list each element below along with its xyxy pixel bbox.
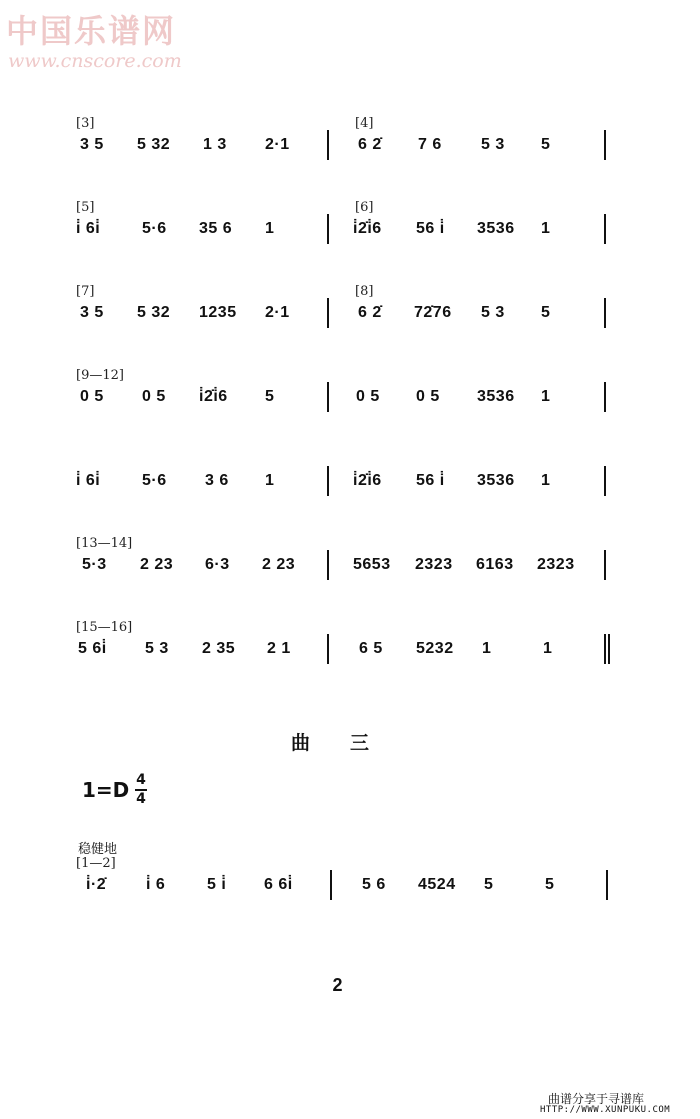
note-group: 6163: [476, 556, 514, 573]
note-group: 3 6: [205, 472, 229, 489]
note-group: 5 3: [481, 136, 505, 153]
note-group: i̇·2̇: [86, 876, 107, 893]
note-group: i̇2̇i̇6: [353, 220, 382, 237]
note-group: 0 5: [416, 388, 440, 405]
measure-label: [8]: [355, 284, 374, 299]
note-group: 5: [541, 136, 551, 153]
note-group: 1: [265, 472, 275, 489]
note-group: 5 3: [145, 640, 169, 657]
key-signature: 1=D: [82, 778, 130, 802]
measure-label: [4]: [355, 116, 374, 131]
note-group: 5 i̇: [207, 876, 227, 893]
note-group: 5 32: [137, 136, 171, 153]
note-group: 3536: [477, 220, 515, 237]
measure-label: [15—16]: [76, 620, 133, 635]
measure-label: [13—14]: [76, 536, 133, 551]
score-line: [0, 620, 700, 672]
score-line: [0, 116, 700, 168]
measure-label: [5]: [76, 200, 95, 215]
barline: [604, 130, 606, 160]
measure-label: [3]: [76, 116, 95, 131]
score-line: [0, 284, 700, 336]
note-group: 5: [545, 876, 555, 893]
barline: [606, 870, 608, 900]
final-barline: [604, 634, 610, 664]
note-group: 1: [482, 640, 492, 657]
note-group: 6 5: [359, 640, 383, 657]
page-number: 2: [332, 975, 343, 995]
note-group: i̇ 6i̇: [76, 472, 101, 489]
score-line: [0, 856, 700, 908]
note-group: 1235: [199, 304, 237, 321]
note-group: 2323: [415, 556, 453, 573]
note-group: 2323: [537, 556, 575, 573]
footer-share-text: 曲谱分享于寻谱库: [548, 1092, 645, 1106]
barline: [327, 130, 329, 160]
note-group: 56 i̇: [416, 220, 445, 237]
barline: [604, 466, 606, 496]
note-group: 72̇76: [414, 304, 452, 321]
barline: [327, 382, 329, 412]
note-group: 1: [265, 220, 275, 237]
barline: [327, 550, 329, 580]
measure-label: [9—12]: [76, 368, 124, 383]
measure-label: [1—2]: [76, 856, 116, 871]
note-group: 3536: [477, 472, 515, 489]
note-group: 2 23: [140, 556, 174, 573]
note-group: 0 5: [142, 388, 166, 405]
note-group: 1: [541, 220, 551, 237]
score-line: [0, 368, 700, 420]
note-group: i̇ 6: [146, 876, 166, 893]
time-signature: [133, 772, 149, 808]
barline: [327, 214, 329, 244]
note-group: 5 6: [362, 876, 386, 893]
time-signature-bottom: 4: [136, 791, 146, 807]
section-title: 曲三: [290, 732, 409, 754]
note-group: 6 2̇: [358, 304, 382, 321]
measure-label: [6]: [355, 200, 374, 215]
score-line: [0, 200, 700, 252]
note-group: 5·3: [82, 556, 107, 573]
note-group: 1 3: [203, 136, 227, 153]
footer-url: HTTP://WWW.XUNPUKU.COM: [540, 1105, 671, 1115]
barline: [330, 870, 332, 900]
note-group: 0 5: [356, 388, 380, 405]
note-group: 5·6: [142, 220, 167, 237]
note-group: 2 1: [267, 640, 291, 657]
note-group: 4524: [418, 876, 456, 893]
watermark-logo: 中国乐谱网: [6, 12, 177, 50]
watermark-url: www.cnscore.com: [8, 50, 182, 72]
note-group: 1: [541, 388, 551, 405]
note-group: 5: [484, 876, 494, 893]
note-group: 5653: [353, 556, 391, 573]
note-group: 2 23: [262, 556, 296, 573]
barline: [327, 466, 329, 496]
note-group: 6 2̇: [358, 136, 382, 153]
score-line: [0, 536, 700, 588]
note-group: i̇2̇i̇6: [353, 472, 382, 489]
measure-label: [7]: [76, 284, 95, 299]
note-group: 7 6: [418, 136, 442, 153]
note-group: 5: [541, 304, 551, 321]
note-group: 3536: [477, 388, 515, 405]
note-group: 2 35: [202, 640, 236, 657]
note-group: 6·3: [205, 556, 230, 573]
barline: [604, 298, 606, 328]
note-group: i̇2̇i̇6: [199, 388, 228, 405]
note-group: i̇ 6i̇: [76, 220, 101, 237]
barline: [604, 382, 606, 412]
note-group: 3 5: [80, 304, 104, 321]
note-group: 2·1: [265, 304, 290, 321]
note-group: 5·6: [142, 472, 167, 489]
note-group: 0 5: [80, 388, 104, 405]
tempo-marking: 稳健地: [78, 842, 118, 857]
note-group: 6 6i̇: [264, 876, 293, 893]
note-group: 56 i̇: [416, 472, 445, 489]
note-group: 5: [265, 388, 275, 405]
note-group: 5 32: [137, 304, 171, 321]
note-group: 3 5: [80, 136, 104, 153]
note-group: 5 3: [481, 304, 505, 321]
note-group: 2·1: [265, 136, 290, 153]
barline: [327, 634, 329, 664]
note-group: 5 6i̇: [78, 640, 107, 657]
note-group: 1: [543, 640, 553, 657]
score-line: [0, 452, 700, 504]
barline: [604, 214, 606, 244]
note-group: 5232: [416, 640, 454, 657]
time-signature-top: 4: [136, 772, 146, 788]
note-group: 35 6: [199, 220, 233, 237]
barline: [604, 550, 606, 580]
barline: [327, 298, 329, 328]
note-group: 1: [541, 472, 551, 489]
